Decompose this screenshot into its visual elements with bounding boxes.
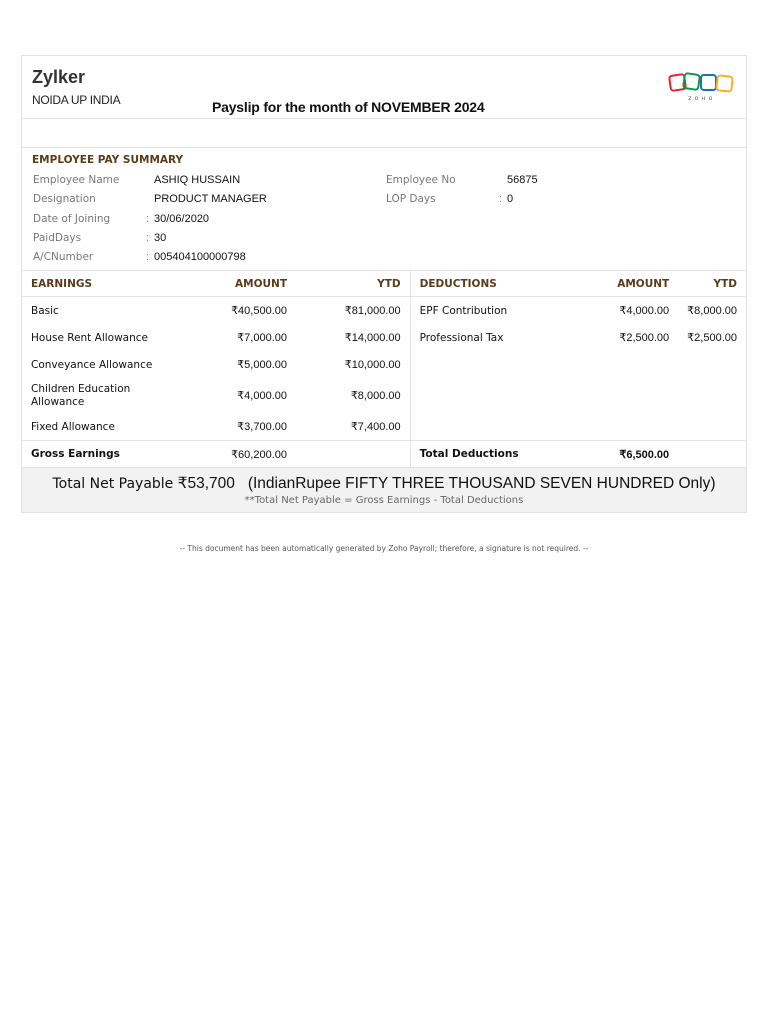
employee-no-value: 56875 (507, 174, 538, 186)
gross-earnings-label: Gross Earnings (22, 441, 187, 468)
net-payable-formula: **Total Net Payable = Gross Earnings - Total Deductions (244, 495, 524, 506)
deduction-name (410, 378, 576, 413)
net-payable-words: (IndianRupee FIFTY THREE THOUSAND SEVEN HUNDRED Only) (247, 475, 716, 492)
zoho-logo-text: ZOHO (688, 97, 716, 102)
earning-amount: ₹3,700.00 (237, 421, 287, 433)
earning-name: House Rent Allowance (31, 331, 148, 344)
colon: : (146, 251, 150, 263)
deductions-header: DEDUCTIONS (410, 271, 576, 297)
date-of-joining-label: Date of Joining (33, 213, 111, 225)
company-address: NOIDA UP INDIA (32, 93, 121, 107)
colon: : (146, 232, 150, 244)
earning-amount: ₹40,500.00 (231, 305, 287, 317)
earning-name: Children Education Allowance (31, 382, 131, 408)
employee-name-label: Employee Name (33, 174, 120, 186)
gross-earnings-amount: ₹60,200.00 (187, 441, 296, 468)
total-deductions-label: Total Deductions (410, 441, 576, 468)
table-row (22, 351, 746, 378)
gross-earnings-ytd (296, 441, 410, 468)
date-of-joining-value: 30/06/2020 (154, 213, 210, 225)
deduction-name: EPF Contribution (419, 304, 508, 317)
deductions-ytd-header: YTD (678, 271, 746, 297)
deduction-ytd (678, 413, 746, 441)
table-row (22, 297, 746, 325)
earning-amount: ₹5,000.00 (237, 359, 287, 371)
net-payable-line (22, 474, 746, 493)
table-header-row (22, 271, 746, 297)
employee-name-value: ASHIQ HUSSAIN (154, 174, 241, 186)
summary-heading: EMPLOYEE PAY SUMMARY (32, 154, 184, 166)
earning-ytd: ₹14,000.00 (296, 324, 410, 351)
colon: : (146, 213, 150, 225)
table-row (22, 324, 746, 351)
table-row (22, 413, 746, 441)
colon: : (499, 193, 503, 205)
net-payable-amount: ₹53,700 (177, 475, 235, 492)
payslip-month: NOVEMBER 2024 (371, 99, 485, 115)
total-deductions-ytd (678, 441, 746, 468)
blank-row (22, 119, 746, 148)
table-row (22, 378, 746, 413)
deduction-ytd: ₹2,500.00 (687, 332, 737, 344)
payslip-title-prefix: Payslip for the month of (212, 99, 368, 115)
deduction-ytd (678, 378, 746, 413)
earning-name: Conveyance Allowance (31, 358, 153, 371)
earnings-amount-header: AMOUNT (187, 271, 296, 297)
deduction-amount (576, 378, 678, 413)
net-payable-label: Total Net Payable (52, 476, 174, 492)
net-payable-box (22, 467, 746, 512)
employee-pay-summary (22, 148, 746, 271)
payslip-header (22, 56, 746, 119)
deduction-ytd: ₹8,000.00 (687, 305, 737, 317)
deduction-amount (576, 413, 678, 441)
earning-name: Basic (31, 304, 59, 317)
earning-ytd: ₹81,000.00 (296, 297, 410, 325)
earning-ytd: ₹10,000.00 (296, 351, 410, 378)
deduction-name (410, 413, 576, 441)
footer-note: -- This document has been automatically generated by Zoho Payroll; therefore, a signature is not required. -- (179, 544, 589, 553)
deductions-amount-header: AMOUNT (576, 271, 678, 297)
payslip-title (212, 99, 484, 115)
earning-ytd: ₹8,000.00 (296, 378, 410, 413)
company-name: Zylker (32, 67, 86, 87)
ac-number-value: 005404100000798 (154, 251, 246, 263)
lop-days-value: 0 (507, 193, 514, 205)
paid-days-label: PaidDays (33, 232, 82, 244)
deduction-name (410, 351, 576, 378)
deduction-ytd (678, 351, 746, 378)
earning-ytd: ₹7,400.00 (296, 413, 410, 441)
deduction-amount: ₹2,500.00 (619, 332, 670, 344)
payslip-sheet (21, 55, 747, 513)
deduction-amount: ₹4,000.00 (619, 305, 670, 317)
designation-value: PRODUCT MANAGER (154, 193, 267, 205)
ac-number-label: A/CNumber (33, 251, 94, 263)
earnings-ytd-header: YTD (296, 271, 410, 297)
earnings-header: EARNINGS (22, 271, 187, 297)
zoho-logo (668, 71, 736, 103)
earnings-deductions-table (22, 271, 746, 467)
designation-label: Designation (33, 193, 96, 205)
deduction-name: Professional Tax (419, 331, 504, 344)
paid-days-value: 30 (154, 232, 167, 244)
earning-amount: ₹7,000.00 (237, 332, 287, 344)
earning-name: Fixed Allowance (31, 420, 115, 433)
deduction-amount (576, 351, 678, 378)
total-deductions-amount: ₹6,500.00 (576, 441, 678, 468)
employee-no-label: Employee No (386, 174, 456, 186)
lop-days-label: LOP Days (386, 193, 436, 205)
totals-row (22, 441, 746, 468)
earning-amount: ₹4,000.00 (237, 390, 287, 402)
